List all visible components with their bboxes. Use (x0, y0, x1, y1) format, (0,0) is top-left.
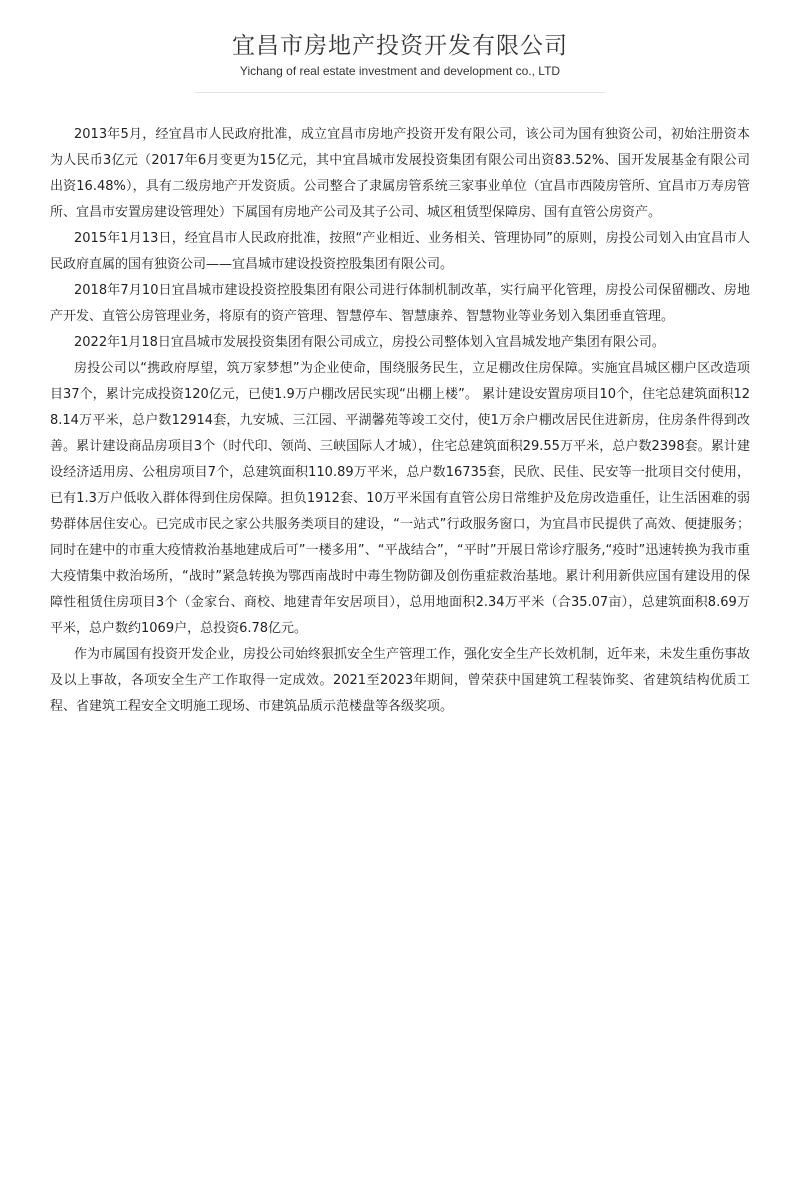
article-body (50, 122, 750, 720)
paragraph-mission: 房投公司以“携政府厚望，筑万家梦想”为企业使命，围绕服务民生，立足棚改住房保障。实施宜昌城区棚户区改造项目37个，累计完成投资120亿元，已使1.9万户棚改居民实现“出棚上楼”。 累计建设安置房项目10个，住宅总建筑面积128.14万平米，总户数12914套，九安城、三江园、平湖馨苑等竣工交付，使1万余户棚改居民住进新房，住房条件得到改善。累计建设商品房项目3个（时代印、领尚、三峡国际人才城），住宅总建筑面积29.55万平米，总户数2398套。累计建设经济适用房、公租房项目7个，总建筑面积110.89万平米，总户数16735套，民欣、民佳、民安等一批项目交付使用，已有1.3万户低收入群体得到住房保障。担负1912套、10万平米国有直管公房日常维护及危房改造重任，让生活困难的弱势群体居住安心。已完成市民之家公共服务类项目的建设，“一站式”行政服务窗口，为宜昌市民提供了高效、便捷服务；同时在建中的市重大疫情救治基地建成后可”一楼多用”、“平战结合”，“平时”开展日常诊疗服务,“疫时”迅速转换为我市重大疫情集中救治场所，“战时”紧急转换为鄂西南战时中毒生物防御及创伤重症救治基地。累计利用新供应国有建设用的保障性租赁住房项目3个（金家台、商校、地建青年安居项目），总用地面积2.34万平米（合35.07亩），总建筑面积8.69万平米，总户数约1069户，总投资6.78亿元。 (50, 361, 750, 636)
page-subtitle: Yichang of real estate investment and development co., LTD (239, 64, 561, 78)
paragraph-2015: 2015年1月13日，经宜昌市人民政府批准，按照“产业相近、业务相关、管理协同”的原则，房投公司划入由宜昌市人民政府直属的国有独资公司——宜昌城市建设投资控股集团有限公司。 (50, 231, 750, 272)
paragraph-2018: 2018年7月10日宜昌城市建设投资控股集团有限公司进行体制机制改革，实行扁平化管理，房投公司保留棚改、房地产开发、直管公房管理业务，将原有的资产管理、智慧停车、智慧康养、智慧物业等业务划入集团垂直管理。 (50, 283, 750, 324)
paragraph-safety: 作为市属国有投资开发企业，房投公司始终狠抓安全生产管理工作，强化安全生产长效机制，近年来，未发生重伤事故及以上事故，各项安全生产工作取得一定成效。2021至2023年期间，曾荣获中国建筑工程装饰奖、省建筑结构优质工程、省建筑工程安全文明施工现场、市建筑品质示范楼盘等各级奖项。 (50, 647, 751, 714)
paragraph-founding: 2013年5月，经宜昌市人民政府批准，成立宜昌市房地产投资开发有限公司，该公司为国有独资公司，初始注册资本为人民币3亿元（2017年6月变更为15亿元，其中宜昌城市发展投资集团有限公司出资83.52%、国开发展基金有限公司出资16.48%），具有二级房地产开发资质。公司整合了隶属房管系统三家事业单位（宜昌市西陵房管所、宜昌市万寿房管所、宜昌市安置房建设管理处）下属国有房地产公司及其子公司、城区租赁型保障房、国有直管公房资产。 (50, 127, 750, 220)
paragraph-2022: 2022年1月18日宜昌城市发展投资集团有限公司成立，房投公司整体划入宜昌城发地产集团有限公司。 (74, 335, 665, 350)
page-header (0, 0, 800, 93)
page-title: 宜昌市房地产投资开发有限公司 (232, 33, 568, 59)
header-divider (195, 92, 605, 93)
